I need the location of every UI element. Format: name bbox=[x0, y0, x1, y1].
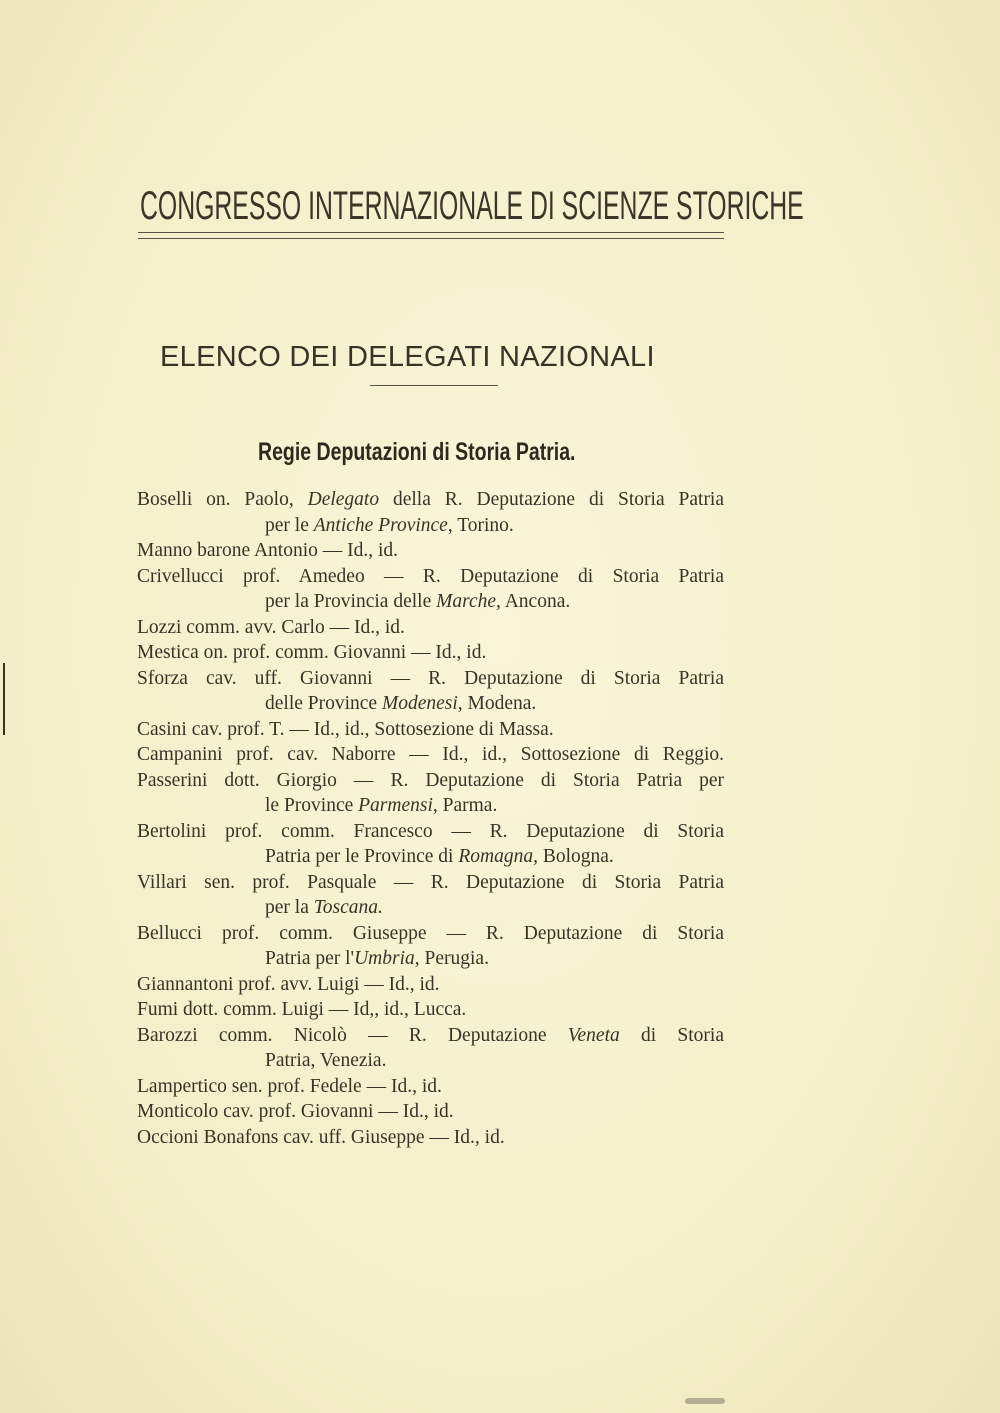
text: Campanini prof. cav. Naborre — Id., id., Sottosezione di Reggio. bbox=[137, 744, 724, 765]
text: , Ancona. bbox=[496, 591, 571, 612]
entry-continuation-line bbox=[137, 844, 724, 870]
entry-line bbox=[137, 1099, 724, 1125]
title-rule-bottom bbox=[138, 238, 724, 239]
text: , Bologna. bbox=[533, 846, 614, 867]
text: delle Province bbox=[265, 693, 382, 714]
text: , Parma. bbox=[432, 795, 498, 816]
italic-text: Delegato bbox=[307, 489, 380, 510]
list-item bbox=[137, 487, 724, 538]
entry-line bbox=[137, 819, 724, 845]
text: Barozzi comm. Nicolò — R. Deputazione bbox=[137, 1024, 568, 1046]
italic-text: Modenesi bbox=[381, 693, 458, 714]
entry-continuation-line bbox=[137, 793, 724, 819]
text: della R. Deputazione di Storia Patria bbox=[379, 489, 724, 510]
text: Lozzi comm. avv. Carlo — Id., id. bbox=[137, 616, 405, 638]
list-item bbox=[137, 997, 724, 1023]
text: , Modena. bbox=[457, 693, 537, 714]
congress-title-text: CONGRESSO INTERNAZIONALE DI SCIENZE STORICHE bbox=[140, 184, 804, 228]
text: Fumi dott. comm. Luigi — Id,, id., Lucca. bbox=[137, 999, 467, 1020]
text: Passerini dott. Giorgio — R. Deputazione di Storia Patria per bbox=[137, 769, 724, 791]
text: , Torino. bbox=[447, 514, 514, 536]
italic-text: Umbria, bbox=[354, 948, 420, 969]
entry-line bbox=[137, 564, 724, 590]
entry-line bbox=[137, 870, 724, 896]
list-item bbox=[137, 1074, 724, 1100]
text: Sforza cav. uff. Giovanni — R. Deputazione di Storia Patria bbox=[137, 667, 724, 689]
list-item bbox=[137, 717, 724, 743]
entry-line bbox=[137, 717, 724, 743]
italic-text: Veneta bbox=[567, 1024, 620, 1046]
entry-continuation-line bbox=[137, 1048, 724, 1074]
text: Patria, Venezia. bbox=[265, 1050, 387, 1071]
text: per le bbox=[265, 514, 314, 536]
congress-title bbox=[140, 184, 804, 228]
section-subheading: Regie Deputazioni di Storia Patria. bbox=[258, 438, 576, 466]
italic-text: Romagna bbox=[458, 846, 534, 867]
text: Boselli on. Paolo, bbox=[137, 489, 308, 510]
entry-continuation-line bbox=[137, 513, 724, 539]
entry-line bbox=[137, 666, 724, 692]
entry-line bbox=[137, 615, 724, 641]
list-item bbox=[137, 538, 724, 564]
text: per la bbox=[265, 897, 314, 918]
margin-mark bbox=[3, 663, 5, 735]
text: Lampertico sen. prof. Fedele — Id., id. bbox=[137, 1075, 442, 1097]
entry-line bbox=[137, 972, 724, 998]
italic-text: Toscana. bbox=[313, 897, 383, 918]
entry-line bbox=[137, 1074, 724, 1100]
list-item bbox=[137, 666, 724, 717]
page-heading: ELENCO DEI DELEGATI NAZIONALI bbox=[160, 341, 655, 373]
text: Villari sen. prof. Pasquale — R. Deputazione di Storia Patria bbox=[137, 871, 724, 893]
text: Bertolini prof. comm. Francesco — R. Deputazione di Storia bbox=[137, 820, 724, 842]
entry-line bbox=[137, 1125, 724, 1151]
list-item bbox=[137, 1023, 724, 1074]
list-item bbox=[137, 921, 724, 972]
entry-line bbox=[137, 487, 724, 513]
text: Crivellucci prof. Amedeo — R. Deputazione di Storia Patria bbox=[137, 565, 724, 587]
text: Patria per le Province di bbox=[265, 846, 459, 867]
list-item bbox=[137, 564, 724, 615]
entry-continuation-line bbox=[137, 946, 724, 972]
text: Casini cav. prof. T. — Id., id., Sottosezione di Massa. bbox=[137, 718, 554, 740]
text: Monticolo cav. prof. Giovanni — Id., id. bbox=[137, 1101, 454, 1122]
entry-line bbox=[137, 997, 724, 1023]
list-item bbox=[137, 742, 724, 768]
paper-scuff bbox=[685, 1398, 725, 1404]
entry-line bbox=[137, 768, 724, 794]
text: Mestica on. prof. comm. Giovanni — Id., id. bbox=[137, 642, 487, 663]
italic-text: Antiche Province bbox=[313, 514, 448, 536]
list-item bbox=[137, 972, 724, 998]
italic-text: Parmensi bbox=[358, 795, 433, 816]
text: Giannantoni prof. avv. Luigi — Id., id. bbox=[137, 973, 440, 995]
delegates-list bbox=[137, 487, 724, 1150]
entry-continuation-line bbox=[137, 691, 724, 717]
entry-line bbox=[137, 1023, 724, 1049]
text: le Province bbox=[265, 795, 359, 816]
text: di Storia bbox=[619, 1024, 724, 1046]
entry-line bbox=[137, 538, 724, 564]
text: Patria per l' bbox=[265, 948, 355, 969]
entry-line bbox=[137, 742, 724, 768]
list-item bbox=[137, 1125, 724, 1151]
entry-continuation-line bbox=[137, 895, 724, 921]
list-item bbox=[137, 819, 724, 870]
title-rule-top bbox=[138, 232, 724, 233]
list-item bbox=[137, 870, 724, 921]
entry-continuation-line bbox=[137, 589, 724, 615]
text: Bellucci prof. comm. Giuseppe — R. Deputazione di Storia bbox=[137, 922, 724, 944]
text: per la Provincia delle bbox=[265, 591, 437, 612]
text: Perugia. bbox=[419, 948, 489, 969]
list-item bbox=[137, 615, 724, 641]
text: Manno barone Antonio — Id., id. bbox=[137, 540, 399, 561]
list-item bbox=[137, 640, 724, 666]
list-item bbox=[137, 768, 724, 819]
heading-rule bbox=[370, 385, 498, 386]
entry-line bbox=[137, 921, 724, 947]
entry-line bbox=[137, 640, 724, 666]
text: Occioni Bonafons cav. uff. Giuseppe — Id., id. bbox=[137, 1126, 505, 1148]
italic-text: Marche bbox=[436, 591, 497, 612]
list-item bbox=[137, 1099, 724, 1125]
